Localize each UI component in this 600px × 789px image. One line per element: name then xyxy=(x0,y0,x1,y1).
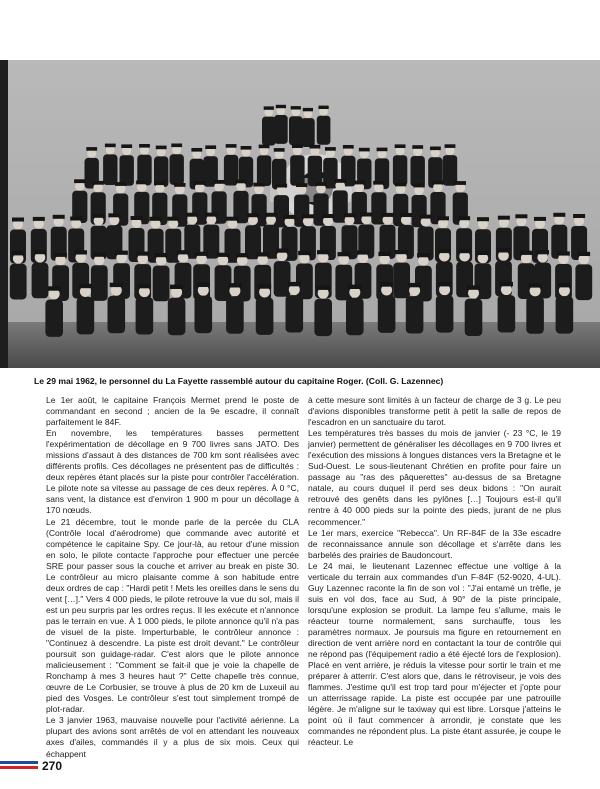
paragraph: Le 21 décembre, tout le monde parle de la percée du CLA (Contrôle local d'aérodrome) que commande avec autorité et compétence le capitaine Spy. Ce jour-là, au retour d'une mission en solo, le pilote contacte l'approche pour effectuer une percée SRE pour passer sous la couche et arriver au break en piste 30. Le contrôleur au micro plaisante comme à son habitude entre deux ordres de cap : "Hardi petit ! Mets les oreilles dans le sens du vent […]." Vers 4 000 pieds, le pilote retrouve la vue du sol, mais il est un peu surpris par les ordres reçus. Il les exécute et n'annonce pas le terrain en vue. À 1 000 pieds, le pilote annonce qu'il n'a pas de visuel de la piste. Imperturbable, le contrôleur annonce : "Continuez à descendre. La piste est droit devant." Le contrôleur poursuit son guidage-radar. C'est alors que le pilote annonce malicieusement : "Comment se fait-il que je voie la chapelle de Ronchamp à mes 3 heures haut ?" Cette chapelle très connue, œuvre de Le Corbusier, se trouve à plus de 20 km de Luxeuil au pied des Vosges. Le contrôleur s'est tout simplement trompé de plot-radar. xyxy=(46,516,299,715)
paragraph: Le 1er mars, exercice "Rebecca". Un RF-84F de la 33e escadre de reconnaissance annule son décollage et s'arrête dans les barbelés des prairies de Baudoncourt. xyxy=(308,527,561,560)
person-cap xyxy=(170,285,183,289)
person-cap xyxy=(247,213,259,217)
person-body xyxy=(170,154,184,185)
person-cap xyxy=(241,146,252,150)
person-body xyxy=(406,296,424,333)
person-cap xyxy=(438,249,451,253)
person-cap xyxy=(54,253,67,257)
person-cap xyxy=(557,251,570,255)
person-cap xyxy=(217,253,230,257)
person-cap xyxy=(276,249,289,253)
person-cap xyxy=(53,215,65,219)
person-cap xyxy=(256,252,269,256)
person-cap xyxy=(167,217,179,221)
person-cap xyxy=(156,146,167,150)
person-body xyxy=(308,156,322,187)
person-cap xyxy=(110,283,123,287)
person-cap xyxy=(12,218,24,222)
person-cap xyxy=(500,282,513,286)
person-cap xyxy=(437,216,449,220)
person-cap xyxy=(335,179,346,183)
person-cap xyxy=(296,183,307,187)
person-body xyxy=(91,265,108,301)
person-cap xyxy=(432,181,443,185)
person-body xyxy=(393,155,407,186)
person-cap xyxy=(288,282,301,286)
person-cap xyxy=(74,250,87,254)
person-cap xyxy=(413,184,424,188)
person-cap xyxy=(276,184,287,188)
person-cap xyxy=(338,252,351,256)
person-cap xyxy=(150,217,162,221)
person-cap xyxy=(359,148,370,152)
person-cap xyxy=(319,106,329,109)
person-body xyxy=(575,264,592,300)
person-cap xyxy=(136,181,147,185)
person-cap xyxy=(284,215,296,219)
paragraph: Les températures très basses du mois de janvier (- 23 °C, le 19 janvier) permettent de généraliser les décollages en 9 700 livres et l'exécution des missions à longues distances vers la Bretagne et le Sud-Ouest. Le sous-lieutenant Chrétien en profite pour faire un passage au "ras des pâquerettes" au-dessus de sa Bretagne natale, au cours duquel il perd ses deux bidons : "On aurait retrouvé des genêts dans les pylônes […] Toujours est-il qu'il rentre à 40 000 pieds sur la pointe des pieds, jurant de ne plus recommencer." xyxy=(308,428,561,527)
person-cap xyxy=(70,217,82,221)
person-cap xyxy=(235,180,246,184)
group-photo xyxy=(0,60,600,368)
person-cap xyxy=(264,106,274,109)
person-body xyxy=(136,297,154,334)
person-cap xyxy=(382,213,394,217)
person-cap xyxy=(131,216,143,220)
person-cap xyxy=(121,144,132,148)
person-body xyxy=(411,156,425,187)
person-cap xyxy=(344,213,356,217)
person-cap xyxy=(430,147,441,151)
person-cap xyxy=(378,252,391,256)
person-cap xyxy=(578,252,591,256)
person-cap xyxy=(93,253,106,257)
person-cap xyxy=(74,179,85,183)
person-cap xyxy=(534,217,546,221)
paragraph: à cette mesure sont limités à un facteur de charge de 3 g. Le peu d'avions disponibles transforme petit à petit la salle de repos de l'escadron en un sanctuaire du tarot. xyxy=(308,395,561,428)
person-cap xyxy=(136,252,149,256)
person-body xyxy=(257,155,271,186)
person-cap xyxy=(373,181,384,185)
person-cap xyxy=(292,144,303,148)
person-cap xyxy=(79,284,92,288)
person-body xyxy=(168,298,186,335)
person-cap xyxy=(438,282,451,286)
person-cap xyxy=(498,216,510,220)
person-cap xyxy=(154,181,165,185)
person-body xyxy=(317,116,331,145)
paragraph: Le 1er août, le capitaine François Mermet prend le poste de commandant en second ; ancien de la 9e escadre, il connaît parfaitement le 84F. xyxy=(46,395,299,428)
person-cap xyxy=(380,282,393,286)
person-cap xyxy=(195,252,208,256)
person-cap xyxy=(458,216,470,220)
person-cap xyxy=(536,250,549,254)
person-cap xyxy=(558,283,571,287)
person-cap xyxy=(497,248,510,252)
person-cap xyxy=(317,286,330,290)
person-body xyxy=(335,265,352,301)
person-cap xyxy=(455,181,466,185)
person-cap xyxy=(477,217,489,221)
person-cap xyxy=(108,213,120,217)
paragraph: Le 3 janvier 1963, mauvaise nouvelle pour l'activité aérienne. La plupart des avions sont arrêtés de vol en attendant les nouveaux axes d'ailes, commandés il y a plus de six mois. Ceux qui échappent xyxy=(46,715,299,759)
person-body xyxy=(436,295,454,332)
person-cap xyxy=(93,214,105,218)
person-cap xyxy=(174,183,185,187)
person-body xyxy=(289,116,303,145)
person-body xyxy=(393,263,410,299)
person-cap xyxy=(12,251,25,255)
person-cap xyxy=(186,213,198,217)
person-cap xyxy=(529,283,542,287)
person-cap xyxy=(33,217,45,221)
person-body xyxy=(274,115,288,144)
person-cap xyxy=(48,286,61,290)
person-body xyxy=(262,117,276,146)
person-cap xyxy=(298,251,311,255)
person-cap xyxy=(348,285,361,289)
person-body xyxy=(153,266,170,302)
person-cap xyxy=(274,148,285,152)
person-body xyxy=(346,298,364,335)
person-body xyxy=(465,299,483,336)
person-cap xyxy=(467,285,480,289)
person-body xyxy=(286,295,304,332)
person-cap xyxy=(228,283,241,287)
person-body xyxy=(103,154,117,185)
person-cap xyxy=(258,284,271,288)
person-body xyxy=(10,264,27,300)
group-photo-image xyxy=(0,60,600,368)
person-cap xyxy=(177,250,190,254)
person-body xyxy=(226,296,244,333)
person-body xyxy=(526,296,544,333)
person-body xyxy=(120,155,134,186)
person-cap xyxy=(377,148,388,152)
person-cap xyxy=(253,183,264,187)
person-cap xyxy=(395,144,406,148)
person-cap xyxy=(515,214,527,218)
person-cap xyxy=(197,283,210,287)
person-cap xyxy=(191,148,202,152)
person-cap xyxy=(213,180,224,184)
person-body xyxy=(108,296,126,333)
person-cap xyxy=(325,147,336,151)
person-cap xyxy=(354,181,365,185)
person-cap xyxy=(291,106,301,109)
person-cap xyxy=(400,213,412,217)
person-cap xyxy=(573,214,585,218)
person-body xyxy=(195,296,213,333)
person-body xyxy=(274,261,291,297)
person-cap xyxy=(343,145,354,149)
person-cap xyxy=(205,145,216,149)
person-cap xyxy=(322,214,334,218)
person-cap xyxy=(445,144,456,148)
person-cap xyxy=(155,253,168,257)
page-number: 270 xyxy=(42,759,63,773)
person-cap xyxy=(408,283,421,287)
person-body xyxy=(314,299,332,336)
person-cap xyxy=(86,147,97,151)
person-cap xyxy=(360,213,372,217)
person-cap xyxy=(420,215,432,219)
person-cap xyxy=(115,251,128,255)
person-cap xyxy=(276,105,286,108)
person-cap xyxy=(477,251,490,255)
person-cap xyxy=(395,250,408,254)
photo-caption: Le 29 mai 1962, le personnel du La Fayette rassemblé autour du capitaine Roger. (Coll. G. Lazennec) xyxy=(34,376,444,386)
person-body xyxy=(45,300,63,337)
person-cap xyxy=(194,181,205,185)
person-cap xyxy=(171,144,182,148)
person-cap xyxy=(458,249,471,253)
person-cap xyxy=(226,144,237,148)
person-cap xyxy=(417,253,430,257)
paragraph: En novembre, les températures basses permettent l'expérimentation de décollage en 9 700 livres sans JATO. Des missions d'assaut à des distances de 700 km sont réalisées avec différents profils. Ces décollages ne présentent pas de difficultés : deux repères étant placés sur la piste pour contrôler l'accélération. Le pilote note sa vitesse au passage de ces deux repères. À 0 °C, sans vent, la distance est d'environ 1 900 m pour un décollage à 170 nœuds. xyxy=(46,428,299,516)
person-cap xyxy=(227,217,239,221)
person-cap xyxy=(303,108,313,111)
person-body xyxy=(32,263,49,299)
paragraph: Le 24 mai, le lieutenant Lazennec effectue une voltige à la verticale du terrain aux commandes d'un F-84F (52-9020, 4-UL). Guy Lazennec raconte la fin de son vol : "J'ai entamé un trèfle, je suis en vol dos, face au Sud, à 90° de la piste principale, lorsqu'une explosion se produit. La lampe feu s'allume, mais le réacteur tourne normalement, sans surchauffe, tous les paramètres normaux. Je poursuis ma figure en retournement en direction de vent arrière nord en contactant la tour de contrôle qui ne répond pas (l'équipement radio a été éjecté lors de l'explosion). Placé en vent arrière, je réduis la vitesse pour sortir le train et me préparer à atterrir. C'est alors que, dans le rétroviseur, je vois des flammes. J'estime qu'il est trop tard pour m'éjecter et j'opte pour un atterrissage rapide. La piste est occupée par une patrouille légère. Je m'aligne sur le taxiway qui est libre. Lorsque j'atteins le point où il faut commencer à arrondir, je constate que les commandes ne répondent plus. La piste étant assurée, je coupe le réacteur. Le xyxy=(308,560,561,748)
person-cap xyxy=(236,253,249,257)
person-cap xyxy=(520,251,533,255)
person-cap xyxy=(138,284,151,288)
person-body xyxy=(301,118,315,147)
person-body xyxy=(378,296,396,333)
person-cap xyxy=(139,144,150,148)
person-cap xyxy=(302,214,314,218)
person-body xyxy=(290,155,304,186)
text-column-left xyxy=(46,395,299,760)
person-cap xyxy=(357,250,370,254)
person-cap xyxy=(259,145,270,149)
text-column-right xyxy=(308,395,561,749)
person-cap xyxy=(315,182,326,186)
person-cap xyxy=(105,144,116,148)
flag-stripe xyxy=(0,761,38,771)
person-cap xyxy=(34,250,47,254)
person-body xyxy=(498,295,516,332)
person-cap xyxy=(553,213,565,217)
person-body xyxy=(296,264,313,300)
person-cap xyxy=(317,250,330,254)
person-cap xyxy=(310,145,321,149)
person-body xyxy=(77,297,95,334)
person-cap xyxy=(205,213,217,217)
person-cap xyxy=(395,183,406,187)
person-body xyxy=(256,298,274,335)
person-cap xyxy=(93,181,104,185)
person-cap xyxy=(412,145,423,149)
person-body xyxy=(556,296,574,333)
person-cap xyxy=(115,182,126,186)
person-cap xyxy=(265,213,277,217)
